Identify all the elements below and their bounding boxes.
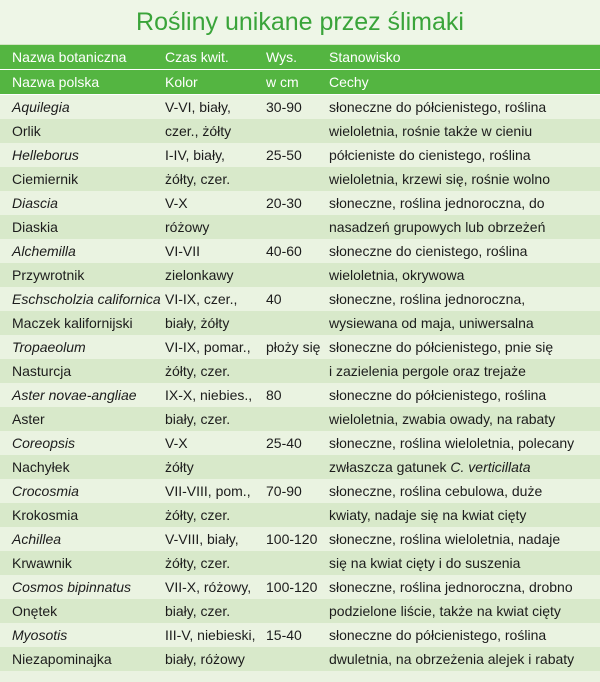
table-cell: Krwawnik xyxy=(12,555,72,571)
table-cell: IX-X, niebies., xyxy=(165,387,253,403)
table-cell: Niezapominajka xyxy=(12,651,112,667)
table-cell: 15-40 xyxy=(266,627,302,643)
table-cell: półcieniste do cienistego, roślina xyxy=(329,147,531,163)
table-cell xyxy=(266,503,329,527)
table-cell: Crocosmia xyxy=(12,483,79,499)
table-row xyxy=(0,263,600,287)
table-row xyxy=(0,599,600,623)
table-cell: 20-30 xyxy=(266,195,302,211)
table-cell: żółty, czer. xyxy=(165,363,231,379)
table-row xyxy=(0,215,600,239)
table-cell: wieloletnia, zwabia owady, na rabaty xyxy=(329,411,556,427)
table-cell: zielonkawy xyxy=(165,267,234,283)
table-cell: V-X xyxy=(165,195,188,211)
table-row xyxy=(0,143,600,167)
table-cell: wieloletnia, rośnie także w cieniu xyxy=(329,123,533,139)
table-header-row xyxy=(0,45,600,70)
table-cell: słoneczne, roślina jednoroczna, do xyxy=(329,195,545,211)
table-cell: 40-60 xyxy=(266,243,302,259)
table-cell: 100-120 xyxy=(266,579,318,595)
table-cell: się na kwiat cięty i do suszenia xyxy=(329,555,521,571)
table-cell: Krokosmia xyxy=(12,507,79,523)
table-row xyxy=(0,431,600,455)
table-cell xyxy=(266,263,329,287)
table-cell: dwuletnia, na obrzeżenia alejek i rabaty xyxy=(329,651,575,667)
table-cell: słoneczne do półcienistego, roślina xyxy=(329,627,547,643)
table-cell: Maczek kalifornijski xyxy=(12,315,133,331)
table-cell: Przywrotnik xyxy=(12,267,85,283)
table-cell: wieloletnia, krzewi się, rośnie wolno xyxy=(329,171,550,187)
table-cell: słoneczne do półcienistego, roślina xyxy=(329,387,547,403)
table-cell: Helleborus xyxy=(12,147,79,163)
table-cell: żółty xyxy=(165,459,194,475)
table-cell: VII-VIII, pom., xyxy=(165,483,251,499)
table-cell xyxy=(266,647,329,671)
table-row xyxy=(0,407,600,431)
table-row xyxy=(0,551,600,575)
table-cell: Ciemiernik xyxy=(12,171,79,187)
table-cell: słoneczne, roślina jednoroczna, drobno xyxy=(329,579,573,595)
table-cell: Nachyłek xyxy=(12,459,70,475)
table-cell: VII-X, różowy, xyxy=(165,579,252,595)
table-cell: słoneczne, roślina wieloletnia, polecany xyxy=(329,435,575,451)
table-cell: VI-IX, pomar., xyxy=(165,339,251,355)
table-row xyxy=(0,287,600,311)
table-cell xyxy=(266,599,329,623)
table-cell: 25-40 xyxy=(266,435,302,451)
table-cell: Eschscholzia californica xyxy=(12,291,161,307)
table-cell: biały, żółty xyxy=(165,315,230,331)
table-cell: podzielone liście, także na kwiat cięty xyxy=(329,603,561,619)
table-cell: słoneczne do półcienistego, roślina xyxy=(329,99,547,115)
table-cell: Tropaeolum xyxy=(12,339,86,355)
table-cell: V-VI, biały, xyxy=(165,99,231,115)
table-cell xyxy=(266,551,329,575)
table-cell: Diaskia xyxy=(12,219,58,235)
table-row xyxy=(0,479,600,503)
table-cell: Orlik xyxy=(12,123,41,139)
header-cell: Czas kwit. xyxy=(165,49,229,65)
table-row xyxy=(0,167,600,191)
table-row xyxy=(0,95,600,119)
table-cell: zwłaszcza gatunek C. verticillata xyxy=(329,459,531,475)
table-cell: różowy xyxy=(165,219,210,235)
table-cell: biały, czer. xyxy=(165,411,231,427)
header-cell: Wys. xyxy=(266,49,297,65)
table-cell: VI-VII xyxy=(165,243,201,259)
header-cell: Kolor xyxy=(165,74,198,90)
table-row xyxy=(0,359,600,383)
table-row xyxy=(0,119,600,143)
table-cell: III-V, niebieski, xyxy=(165,627,256,643)
table-cell: 70-90 xyxy=(266,483,302,499)
table-cell: 80 xyxy=(266,387,282,403)
header-cell: Nazwa botaniczna xyxy=(12,49,127,65)
table-row xyxy=(0,623,600,647)
header-cell: w cm xyxy=(266,74,299,90)
table-cell: Diascia xyxy=(12,195,58,211)
table-row xyxy=(0,311,600,335)
header-cell: Cechy xyxy=(329,74,369,90)
table-cell xyxy=(266,455,329,479)
header-cell: Nazwa polska xyxy=(12,74,100,90)
table-cell: żółty, czer. xyxy=(165,507,231,523)
table-header-row xyxy=(0,70,600,95)
table-cell: żółty, czer. xyxy=(165,171,231,187)
table-cell: V-VIII, biały, xyxy=(165,531,239,547)
table-cell: wysiewana od maja, uniwersalna xyxy=(329,315,534,331)
header-cell: Stanowisko xyxy=(329,49,401,65)
page-title: Rośliny unikane przez ślimaki xyxy=(0,0,600,45)
table-cell: słoneczne, roślina cebulowa, duże xyxy=(329,483,543,499)
table-cell: płoży się xyxy=(266,339,321,355)
table-row xyxy=(0,503,600,527)
table-cell: i zazielenia pergole oraz trejaże xyxy=(329,363,526,379)
table-cell: VI-IX, czer., xyxy=(165,291,238,307)
table-cell: Myosotis xyxy=(12,627,68,643)
table-cell: Coreopsis xyxy=(12,435,76,451)
table-cell: czer., żółty xyxy=(165,123,232,139)
table-cell: słoneczne do półcienistego, pnie się xyxy=(329,339,554,355)
table-body xyxy=(0,95,600,671)
table-row xyxy=(0,455,600,479)
table-cell: Achillea xyxy=(12,531,62,547)
table-row xyxy=(0,335,600,359)
table-cell: Onętek xyxy=(12,603,58,619)
table-cell: 25-50 xyxy=(266,147,302,163)
table-cell xyxy=(266,359,329,383)
table-cell: V-X xyxy=(165,435,188,451)
table-cell: 30-90 xyxy=(266,99,302,115)
table-cell: biały, różowy xyxy=(165,651,245,667)
table-cell: wieloletnia, okrywowa xyxy=(329,267,465,283)
table-cell: słoneczne, roślina jednoroczna, xyxy=(329,291,526,307)
table-cell: 40 xyxy=(266,291,282,307)
table-cell: słoneczne do cienistego, roślina xyxy=(329,243,528,259)
table-cell: I-IV, biały, xyxy=(165,147,225,163)
table-cell: biały, czer. xyxy=(165,603,231,619)
table-cell xyxy=(266,311,329,335)
table-row xyxy=(0,239,600,263)
table-cell: Cosmos bipinnatus xyxy=(12,579,132,595)
table-cell xyxy=(266,407,329,431)
table-cell: Aquilegia xyxy=(12,99,70,115)
table-cell xyxy=(266,215,329,239)
table-cell: słoneczne, roślina wieloletnia, nadaje xyxy=(329,531,561,547)
table-row xyxy=(0,527,600,551)
table-cell xyxy=(266,119,329,143)
table-cell: Nasturcja xyxy=(12,363,72,379)
table-cell: Aster xyxy=(12,411,45,427)
table-cell: Aster novae-angliae xyxy=(12,387,137,403)
table-cell: Alchemilla xyxy=(12,243,76,259)
table-cell: 100-120 xyxy=(266,531,318,547)
table-row xyxy=(0,383,600,407)
table-row xyxy=(0,575,600,599)
table-cell: żółty, czer. xyxy=(165,555,231,571)
table-cell: nasadzeń grupowych lub obrzeżeń xyxy=(329,219,546,235)
table-row xyxy=(0,647,600,671)
table-cell xyxy=(266,167,329,191)
table-cell: kwiaty, nadaje się na kwiat cięty xyxy=(329,507,527,523)
table-row xyxy=(0,191,600,215)
